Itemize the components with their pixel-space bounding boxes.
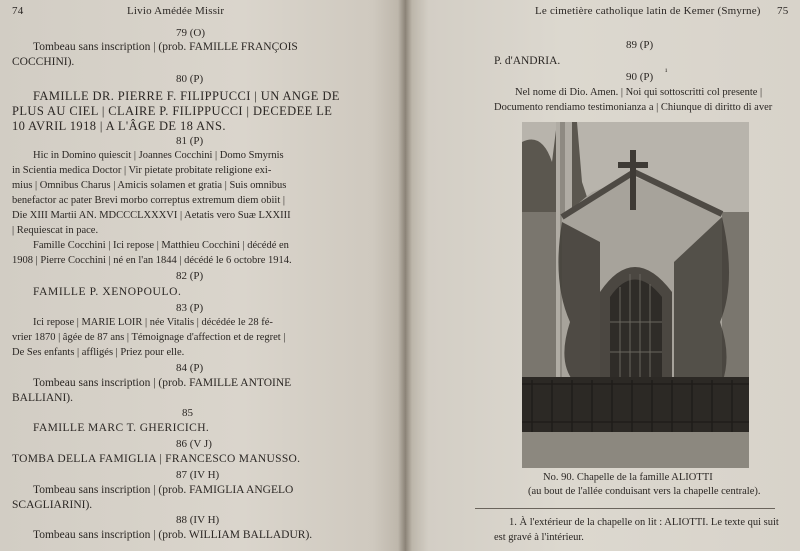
- text-line: Hic in Domino quiescit | Joannes Cocchini | Domo Smyrnis: [33, 150, 284, 161]
- chapel-photograph-image: [522, 122, 749, 468]
- entry-number: 90 (P): [626, 71, 654, 83]
- text-line: Die XIII Martii AN. MDCCCLXXXVI | Aetatis vero Suæ LXXIII: [12, 210, 291, 221]
- text-line: P. d'ANDRIA.: [494, 55, 561, 67]
- book-gutter: [398, 0, 412, 551]
- entry-number: 89 (P): [626, 39, 654, 51]
- text-line: Ici repose | MARIE LOIR | née Vitalis | décédée le 28 fé-: [33, 317, 273, 328]
- text-line: 1908 | Pierre Cocchini | né en l'an 1844 | décédé le 6 octobre 1914.: [12, 255, 292, 266]
- page-number: 74: [12, 5, 24, 17]
- inscription-line: FAMILLE DR. PIERRE F. FILIPPUCCI | UN ANGE DE: [33, 89, 340, 103]
- text-line: Tombeau sans inscription | (prob. FAMIGLIA ANGELO: [33, 484, 294, 496]
- inscription-line: 10 AVRIL 1918 | A L'ÂGE DE 18 ANS.: [12, 119, 226, 133]
- entry-number: 79 (O): [176, 27, 206, 39]
- chapel-photograph: [522, 122, 749, 468]
- text-line: Documento rendiamo testimonianza a | Chiunque di diritto di aver: [494, 102, 773, 113]
- right-page: [405, 0, 800, 551]
- text-line: | Requiescat in pace.: [12, 225, 99, 236]
- footnote-line: est gravé à l'intérieur.: [494, 532, 584, 543]
- text-line: De Ses enfants | affligés | Priez pour elle.: [12, 347, 185, 358]
- footnote-marker: ¹: [665, 67, 668, 76]
- text-line: in Scientia medica Doctor | Vir pietate probitate religione exi-: [12, 165, 272, 176]
- entry-number: 80 (P): [176, 73, 204, 85]
- page-number: 75: [777, 5, 789, 17]
- text-line: BALLIANI).: [12, 392, 73, 404]
- footnote-line: 1. À l'extérieur de la chapelle on lit : ALIOTTI. Le texte qui suit: [509, 517, 779, 528]
- photo-caption: No. 90. Chapelle de la famille ALIOTTI: [543, 472, 713, 483]
- running-head: Livio Amédée Missir: [127, 5, 225, 17]
- text-line: FAMILLE P. XENOPOULO.: [33, 286, 182, 298]
- inscription-line: PLUS AU CIEL | CLAIRE P. FILIPPUCCI | DECEDEE LE: [12, 104, 333, 118]
- footnote-rule: [475, 508, 775, 509]
- text-line: Tombeau sans inscription | (prob. FAMILLE FRANÇOIS: [33, 41, 298, 53]
- photo-caption: (au bout de l'allée conduisant vers la chapelle centrale).: [528, 486, 761, 497]
- text-line: Tombeau sans inscription | (prob. FAMILLE ANTOINE: [33, 377, 292, 389]
- text-line: Famille Cocchini | Ici repose | Matthieu Cocchini | décédé en: [33, 240, 289, 251]
- text-line: benefactor ac pater Brevi morbo correptus extremum diem obiit |: [12, 195, 285, 206]
- text-line: COCCHINI).: [12, 56, 75, 68]
- text-line: Tombeau sans inscription | (prob. WILLIAM BALLADUR).: [33, 529, 313, 541]
- text-line: TOMBA DELLA FAMIGLIA | FRANCESCO MANUSSO.: [12, 453, 301, 465]
- entry-number: 86 (V J): [176, 438, 212, 450]
- entry-number: 85: [182, 407, 193, 419]
- entry-number: 87 (IV H): [176, 469, 220, 481]
- entry-number: 84 (P): [176, 362, 204, 374]
- text-line: vrier 1870 | âgée de 87 ans | Témoignage d'affection et de regret |: [12, 332, 286, 343]
- entry-number: 83 (P): [176, 302, 204, 314]
- entry-number: 88 (IV H): [176, 514, 220, 526]
- text-line: mius | Omnibus Charus | Amicis solamen et gratia | Suis omnibus: [12, 180, 287, 191]
- text-line: FAMILLE MARC T. GHERICICH.: [33, 422, 210, 434]
- running-head: Le cimetière catholique latin de Kemer (Smyrne): [535, 5, 761, 17]
- text-line: Nel nome di Dio. Amen. | Noi qui sottoscritti col presente |: [515, 87, 763, 98]
- text-line: SCAGLIARINI).: [12, 499, 93, 511]
- entry-number: 81 (P): [176, 135, 204, 147]
- entry-number: 82 (P): [176, 270, 204, 282]
